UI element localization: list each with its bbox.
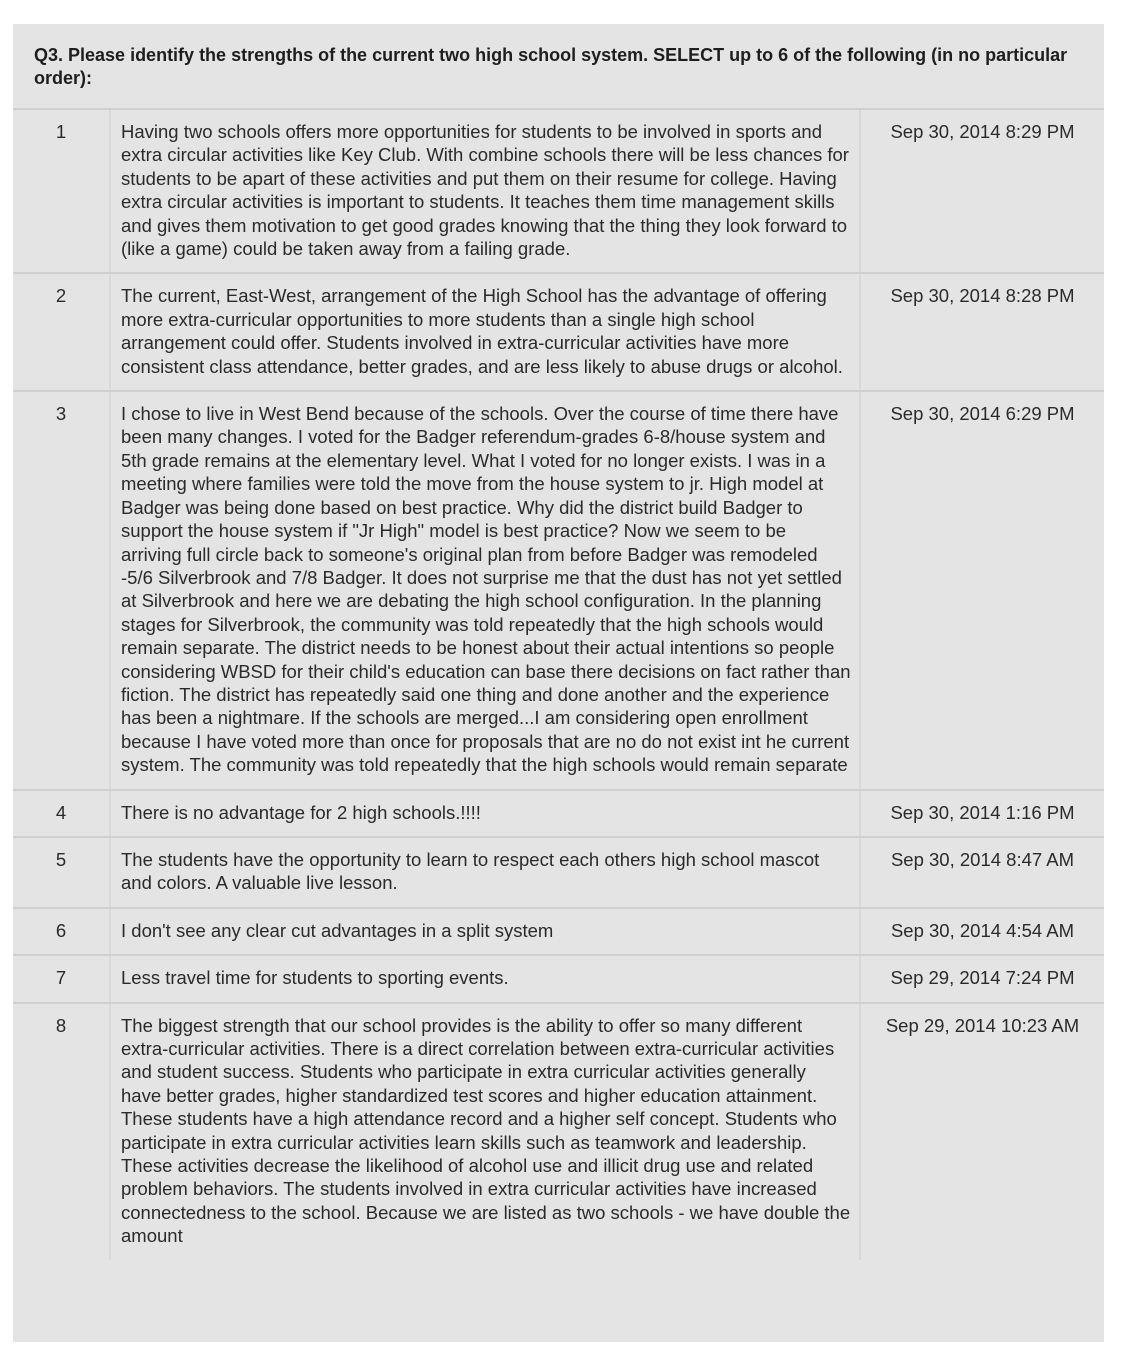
response-number: 2 [13, 274, 111, 390]
response-text: Less travel time for students to sporting events. [111, 956, 861, 1001]
question-heading: Q3. Please identify the strengths of the current two high school system. SELECT up to 6 of the following (in no particular order): [13, 24, 1104, 110]
response-row-1 [13, 110, 1104, 274]
response-text: Having two schools offers more opportunities for students to be involved in sports and extra circular activities like Key Club. With combine schools there will be less chances for students to be apart of these activities and put them on their resume for college. Having extra circular activities is important to students. It teaches them time management skills and gives them motivation to get good grades knowing that the thing they look forward to (like a game) could be taken away from a failing grade. [111, 110, 861, 272]
response-number: 6 [13, 909, 111, 954]
response-row-5 [13, 838, 1104, 909]
response-number: 4 [13, 791, 111, 836]
response-text: The students have the opportunity to learn to respect each others high school mascot and colors. A valuable live lesson. [111, 838, 861, 907]
response-text: There is no advantage for 2 high schools.!!!! [111, 791, 861, 836]
response-date: Sep 30, 2014 8:29 PM [890, 121, 1075, 142]
response-date: Sep 30, 2014 8:28 PM [890, 285, 1075, 307]
response-row-2 [13, 274, 1104, 392]
response-row-8 [13, 1004, 1104, 1260]
response-row-4 [13, 791, 1104, 838]
response-date: Sep 30, 2014 4:54 AM [890, 919, 1075, 941]
response-number: 3 [13, 392, 111, 789]
response-number: 7 [13, 956, 111, 1001]
response-number: 8 [13, 1004, 111, 1260]
response-text: I don't see any clear cut advantages in a split system [111, 909, 861, 954]
response-date: Sep 30, 2014 6:29 PM [890, 403, 1075, 425]
response-date: Sep 30, 2014 1:16 PM [890, 801, 1075, 823]
response-date: Sep 30, 2014 8:47 AM [890, 848, 1075, 870]
response-text: The biggest strength that our school provides is the ability to offer so many different extra-curricular activities. There is a direct correlation between extra-curricular activities and student success. Students who participate in extra curricular activities generally have better grades, higher standardized test scores and higher education attainment. These students have a high attendance record and a higher self concept. Students who participate in extra curricular activities learn skills such as teamwork and leadership. These activities decrease the likelihood of alcohol use and illicit drug use and related problem behaviors. The students involved in extra curricular activities have increased connectedness to the school. Because we are listed as two schools - we have double the amount [111, 1004, 861, 1260]
response-row-6 [13, 909, 1104, 956]
survey-response-sheet [13, 24, 1104, 1342]
response-row-3 [13, 392, 1104, 791]
response-date: Sep 29, 2014 10:23 AM [885, 1014, 1080, 1036]
response-date: Sep 29, 2014 7:24 PM [890, 967, 1075, 989]
response-number: 5 [13, 838, 111, 907]
response-text: I chose to live in West Bend because of the schools. Over the course of time there have been many changes. I voted for the Badger referendum-grades 6-8/house system and 5th grade remains at the elementary level. What I voted for no longer exists. I was in a meeting where families were told the move from the house system to jr. High model at Badger was being done based on best practice. Why did the district build Badger to support the house system if "Jr High" model is best practice? Now we seem to be arriving full circle back to someone's original plan from before Badger was remodeled -5/6 Silverbrook and 7/8 Badger. It does not surprise me that the dust has not yet settled at Silverbrook and here we are debating the high school configuration. In the planning stages for Silverbrook, the community was told repeatedly that the high schools would remain separate. The district needs to be honest about their actual intentions so people considering WBSD for their child's education can base there decisions on fact rather than fiction. The district has repeatedly said one thing and done another and the experience has been a nightmare. If the schools are merged...I am considering open enrollment because I have voted more than once for proposals that are no do not exist int he current system. The community was told repeatedly that the high schools would remain separate [111, 392, 861, 789]
response-row-7 [13, 956, 1104, 1003]
response-number: 1 [13, 110, 111, 272]
response-text: The current, East-West, arrangement of the High School has the advantage of offering more extra-curricular opportunities to more students than a single high school arrangement could offer. Students involved in extra-curricular activities have more consistent class attendance, better grades, and are less likely to abuse drugs or alcohol. [111, 274, 861, 390]
